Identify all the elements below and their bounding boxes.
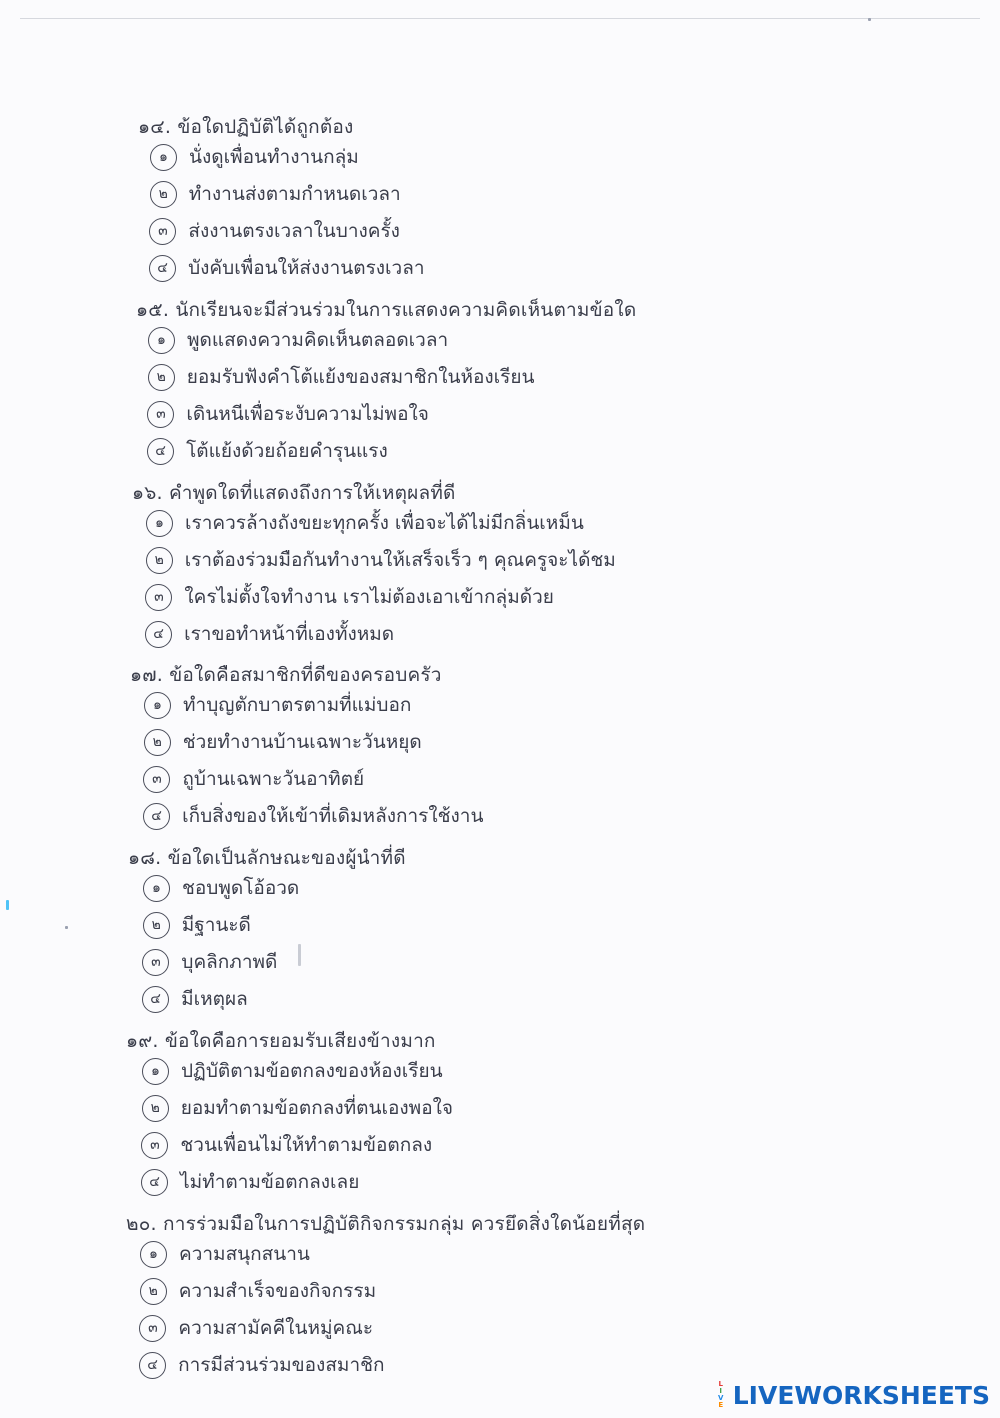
scan-speck [298,944,301,966]
option-number-circle: ๑ [143,875,170,902]
option-text: ความสำเร็จของกิจกรรม [178,1280,377,1302]
question-text: ๑๖. คำพูดใดที่แสดงถึงการให้เหตุผลที่ดี [132,482,456,504]
answer-option[interactable] [148,362,535,392]
answer-option[interactable] [142,984,248,1014]
option-text: เราขอทำหน้าที่เองทั้งหมด [184,623,395,645]
option-number-circle: ๒ [143,912,170,939]
option-number-circle: ๒ [140,1278,167,1305]
option-text: โต้แย้งด้วยถ้อยคำรุนแรง [186,440,388,462]
liveworksheets-logo [712,1380,990,1410]
answer-option[interactable] [149,253,424,283]
option-text: บุคลิกภาพดี [181,951,278,973]
option-number-circle: ๒ [150,181,177,208]
answer-option[interactable] [143,910,251,940]
answer-option[interactable] [142,1056,443,1086]
question-text: ๑๘. ข้อใดเป็นลักษณะของผู้นำที่ดี [128,847,406,869]
option-number-circle: ๒ [144,729,171,756]
answer-option[interactable] [140,1276,376,1306]
option-text: เราควรล้างถังขยะทุกครั้ง เพื่อจะได้ไม่มีกลิ่นเหม็น [185,512,584,534]
option-text: การมีส่วนร่วมของสมาชิก [178,1354,385,1376]
option-text: มีฐานะดี [181,914,251,936]
scan-edge-line [20,18,980,19]
option-number-circle: ๔ [139,1352,166,1379]
option-number-circle: ๔ [143,803,170,830]
answer-option[interactable] [148,325,448,355]
answer-option[interactable] [144,690,411,720]
option-number-circle: ๑ [148,327,175,354]
option-number-circle: ๑ [142,1058,169,1085]
answer-option[interactable] [147,399,429,429]
option-number-circle: ๓ [149,218,176,245]
option-text: ช่วยทำงานบ้านเฉพาะวันหยุด [182,731,422,753]
option-text: ถูบ้านเฉพาะวันอาทิตย์ [182,768,365,790]
option-text: บังคับเพื่อนให้ส่งงานตรงเวลา [188,257,425,279]
scan-speck [65,926,68,929]
option-text: เราต้องร่วมมือกันทำงานให้เสร็จเร็ว ๆ คุณครูจะได้ชม [184,549,616,571]
option-number-circle: ๒ [148,364,175,391]
option-number-circle: ๓ [145,584,172,611]
answer-option[interactable] [143,801,483,831]
option-text: ใครไม่ตั้งใจทำงาน เราไม่ต้องเอาเข้ากลุ่มด้วย [184,586,554,608]
option-number-circle: ๑ [144,692,171,719]
option-text: ชวนเพื่อนไม่ให้ทำตามข้อตกลง [180,1134,433,1156]
option-number-circle: ๔ [149,255,176,282]
option-number-circle: ๔ [141,1169,168,1196]
answer-option[interactable] [144,727,422,757]
answer-option[interactable] [141,1167,359,1197]
option-number-circle: ๓ [147,401,174,428]
answer-option[interactable] [143,764,364,794]
option-text: เดินหนีเพื่อระงับความไม่พอใจ [186,403,429,425]
question-text: ๑๕. นักเรียนจะมีส่วนร่วมในการแสดงความคิดเห็นตามข้อใด [136,299,637,321]
question-text: ๑๗. ข้อใดคือสมาชิกที่ดีของครอบครัว [130,664,442,686]
answer-option[interactable] [147,436,388,466]
option-text: ทำบุญตักบาตรตามที่แม่บอก [183,694,412,716]
option-text: ส่งงานตรงเวลาในบางครั้ง [188,220,400,242]
option-text: ปฏิบัติตามข้อตกลงของห้องเรียน [181,1060,443,1082]
option-text: ความสนุกสนาน [179,1243,310,1265]
answer-option[interactable] [139,1313,373,1343]
answer-option[interactable] [142,1093,453,1123]
answer-option[interactable] [145,582,553,612]
scan-speck [868,18,871,21]
option-text: ความสามัคคีในหมู่คณะ [178,1317,374,1339]
option-number-circle: ๓ [142,949,169,976]
answer-option[interactable] [139,1350,384,1380]
question-text: ๑๔. ข้อใดปฏิบัติได้ถูกต้อง [138,116,354,138]
option-number-circle: ๑ [150,144,177,171]
answer-option[interactable] [140,1239,310,1269]
option-number-circle: ๓ [139,1315,166,1342]
question-text: ๑๙. ข้อใดคือการยอมรับเสียงข้างมาก [126,1030,436,1052]
logo-text: LIVEWORKSHEETS [732,1380,990,1410]
option-number-circle: ๓ [141,1132,168,1159]
option-text: ไม่ทำตามข้อตกลงเลย [180,1171,360,1193]
live-badge-icon: L I V E [718,1380,724,1409]
option-text: มีเหตุผล [181,988,248,1010]
option-number-circle: ๓ [143,766,170,793]
option-number-circle: ๔ [147,438,174,465]
answer-option[interactable] [150,179,401,209]
answer-option[interactable] [149,216,400,246]
answer-option[interactable] [142,947,277,977]
option-number-circle: ๑ [146,510,173,537]
option-number-circle: ๒ [146,547,173,574]
answer-option[interactable] [141,1130,432,1160]
answer-option[interactable] [150,142,359,172]
option-text: ทำงานส่งตามกำหนดเวลา [188,183,401,205]
answer-option[interactable] [146,508,584,538]
option-text: พูดแสดงความคิดเห็นตลอดเวลา [187,329,449,351]
answer-option[interactable] [146,545,616,575]
scan-speck [6,900,9,910]
answer-option[interactable] [143,873,299,903]
option-number-circle: ๒ [142,1095,169,1122]
answer-option[interactable] [145,619,394,649]
option-text: ชอบพูดโอ้อวด [182,877,300,899]
option-number-circle: ๔ [145,621,172,648]
option-text: เก็บสิ่งของให้เข้าที่เดิมหลังการใช้งาน [182,805,484,827]
option-text: ยอมรับฟังคำโต้แย้งของสมาชิกในห้องเรียน [186,366,535,388]
option-number-circle: ๑ [140,1241,167,1268]
option-number-circle: ๔ [142,986,169,1013]
question-text: ๒๐. การร่วมมือในการปฏิบัติกิจกรรมกลุ่ม ควรยึดสิ่งใดน้อยที่สุด [126,1213,646,1235]
option-text: นั่งดูเพื่อนทำงานกลุ่ม [189,146,359,168]
option-text: ยอมทำตามข้อตกลงที่ตนเองพอใจ [180,1097,454,1119]
